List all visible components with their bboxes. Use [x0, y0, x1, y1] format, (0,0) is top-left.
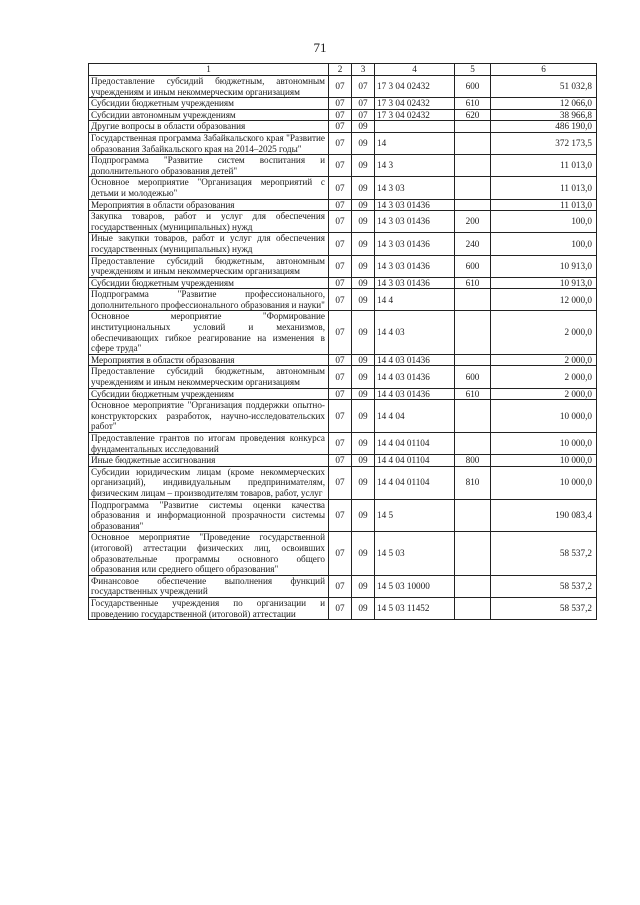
table-row	[89, 311, 597, 354]
header-cell-3: 3	[352, 64, 375, 76]
target-article-cell: 14 4	[375, 289, 455, 311]
amount-cell: 2 000,0	[491, 354, 597, 366]
section-code-cell: 07	[329, 177, 352, 199]
row-name-cell: Мероприятия в области образования	[89, 199, 329, 211]
table-row	[89, 289, 597, 311]
amount-cell: 100,0	[491, 211, 597, 233]
section-code-cell: 07	[329, 277, 352, 289]
subsection-code-cell: 09	[352, 177, 375, 199]
target-article-cell: 14 3 03 01436	[375, 277, 455, 289]
target-article-cell: 14 4 04 01104	[375, 455, 455, 467]
section-code-cell: 07	[329, 311, 352, 354]
section-code-cell: 07	[329, 433, 352, 455]
row-name-cell: Иные закупки товаров, работ и услуг для обеспечения государственных (муниципальных) нужд	[89, 233, 329, 255]
table-body	[89, 76, 597, 620]
expense-type-cell: 600	[455, 255, 491, 277]
expense-type-cell: 610	[455, 388, 491, 400]
subsection-code-cell: 09	[352, 155, 375, 177]
section-code-cell: 07	[329, 121, 352, 133]
row-name-cell: Государственная программа Забайкальского края "Развитие образования Забайкальского края на 2014–2025 годы"	[89, 132, 329, 154]
subsection-code-cell: 09	[352, 277, 375, 289]
subsection-code-cell: 09	[352, 233, 375, 255]
subsection-code-cell: 09	[352, 289, 375, 311]
target-article-cell: 17 3 04 02432	[375, 98, 455, 110]
table-row	[89, 575, 597, 597]
table-row	[89, 76, 597, 98]
amount-cell: 190 083,4	[491, 499, 597, 532]
target-article-cell: 14 3	[375, 155, 455, 177]
expense-type-cell	[455, 199, 491, 211]
section-code-cell: 07	[329, 211, 352, 233]
table-row	[89, 597, 597, 619]
target-article-cell: 14 4 03	[375, 311, 455, 354]
subsection-code-cell: 09	[352, 597, 375, 619]
expense-type-cell: 610	[455, 277, 491, 289]
row-name-cell: Субсидии бюджетным учреждениям	[89, 277, 329, 289]
subsection-code-cell: 09	[352, 466, 375, 499]
amount-cell: 486 190,0	[491, 121, 597, 133]
row-name-cell: Основное мероприятие "Организация поддержки опытно-конструкторских разработок, научно-исследовательских работ"	[89, 400, 329, 433]
row-name-cell: Основное мероприятие "Организация мероприятий с детьми и молодежью"	[89, 177, 329, 199]
section-code-cell: 07	[329, 289, 352, 311]
target-article-cell: 14 4 04	[375, 400, 455, 433]
expense-type-cell	[455, 289, 491, 311]
expense-type-cell: 600	[455, 366, 491, 388]
expense-type-cell	[455, 532, 491, 575]
subsection-code-cell: 09	[352, 366, 375, 388]
section-code-cell: 07	[329, 388, 352, 400]
subsection-code-cell: 07	[352, 98, 375, 110]
target-article-cell: 14 5 03 10000	[375, 575, 455, 597]
row-name-cell: Другие вопросы в области образования	[89, 121, 329, 133]
subsection-code-cell: 09	[352, 255, 375, 277]
expense-type-cell: 620	[455, 109, 491, 121]
section-code-cell: 07	[329, 233, 352, 255]
table-row	[89, 433, 597, 455]
expense-type-cell	[455, 400, 491, 433]
amount-cell: 12 066,0	[491, 98, 597, 110]
subsection-code-cell: 09	[352, 121, 375, 133]
target-article-cell: 14 5 03 11452	[375, 597, 455, 619]
row-name-cell: Подпрограмма "Развитие профессионального, дополнительного профессионального образования и науки"	[89, 289, 329, 311]
target-article-cell: 14 4 03 01436	[375, 354, 455, 366]
section-code-cell: 07	[329, 400, 352, 433]
table-row	[89, 466, 597, 499]
row-name-cell: Государственные учреждения по организации и проведению государственной (итоговой) аттестации	[89, 597, 329, 619]
expense-type-cell: 610	[455, 98, 491, 110]
row-name-cell: Основное мероприятие "Проведение государственной (итоговой) аттестации физических лиц, освоивших образовательные программы основного общего образования или среднего общего образования"	[89, 532, 329, 575]
section-code-cell: 07	[329, 155, 352, 177]
amount-cell: 2 000,0	[491, 311, 597, 354]
expense-type-cell	[455, 433, 491, 455]
table-row	[89, 354, 597, 366]
amount-cell: 10 000,0	[491, 433, 597, 455]
amount-cell: 11 013,0	[491, 177, 597, 199]
target-article-cell: 17 3 04 02432	[375, 76, 455, 98]
target-article-cell: 14 4 04 01104	[375, 433, 455, 455]
section-code-cell: 07	[329, 109, 352, 121]
subsection-code-cell: 09	[352, 532, 375, 575]
target-article-cell: 17 3 04 02432	[375, 109, 455, 121]
target-article-cell: 14 3 03 01436	[375, 199, 455, 211]
section-code-cell: 07	[329, 366, 352, 388]
table-row	[89, 233, 597, 255]
amount-cell: 38 966,8	[491, 109, 597, 121]
header-cell-5: 5	[455, 64, 491, 76]
table-row	[89, 155, 597, 177]
section-code-cell: 07	[329, 132, 352, 154]
expense-type-cell	[455, 132, 491, 154]
expense-type-cell: 800	[455, 455, 491, 467]
section-code-cell: 07	[329, 466, 352, 499]
table-row	[89, 455, 597, 467]
subsection-code-cell: 09	[352, 354, 375, 366]
expense-type-cell	[455, 499, 491, 532]
row-name-cell: Подпрограмма "Развитие систем воспитания и дополнительного образования детей"	[89, 155, 329, 177]
table-row	[89, 199, 597, 211]
table-row	[89, 366, 597, 388]
section-code-cell: 07	[329, 455, 352, 467]
header-cell-6: 6	[491, 64, 597, 76]
target-article-cell	[375, 121, 455, 133]
section-code-cell: 07	[329, 255, 352, 277]
subsection-code-cell: 09	[352, 499, 375, 532]
row-name-cell: Основное мероприятие "Формирование институциональных условий и механизмов, обеспечивающих гибкое реагирование на изменения в сфере труда"	[89, 311, 329, 354]
row-name-cell: Субсидии бюджетным учреждениям	[89, 388, 329, 400]
table-row	[89, 211, 597, 233]
table-row	[89, 121, 597, 133]
amount-cell: 11 013,0	[491, 199, 597, 211]
section-code-cell: 07	[329, 199, 352, 211]
amount-cell: 10 000,0	[491, 400, 597, 433]
row-name-cell: Закупка товаров, работ и услуг для обеспечения государственных (муниципальных) нужд	[89, 211, 329, 233]
target-article-cell: 14 4 04 01104	[375, 466, 455, 499]
section-code-cell: 07	[329, 76, 352, 98]
amount-cell: 2 000,0	[491, 388, 597, 400]
section-code-cell: 07	[329, 354, 352, 366]
expense-type-cell: 600	[455, 76, 491, 98]
row-name-cell: Субсидии бюджетным учреждениям	[89, 98, 329, 110]
table-row	[89, 98, 597, 110]
target-article-cell: 14	[375, 132, 455, 154]
section-code-cell: 07	[329, 499, 352, 532]
subsection-code-cell: 09	[352, 388, 375, 400]
subsection-code-cell: 07	[352, 109, 375, 121]
table-row	[89, 277, 597, 289]
page-number: 71	[313, 40, 327, 55]
amount-cell: 11 013,0	[491, 155, 597, 177]
expense-type-cell	[455, 155, 491, 177]
expense-type-cell: 240	[455, 233, 491, 255]
target-article-cell: 14 5	[375, 499, 455, 532]
amount-cell: 100,0	[491, 233, 597, 255]
expense-type-cell	[455, 575, 491, 597]
amount-cell: 58 537,2	[491, 597, 597, 619]
expense-type-cell: 810	[455, 466, 491, 499]
target-article-cell: 14 4 03 01436	[375, 366, 455, 388]
subsection-code-cell: 09	[352, 132, 375, 154]
expense-type-cell	[455, 354, 491, 366]
amount-cell: 10 913,0	[491, 255, 597, 277]
section-code-cell: 07	[329, 532, 352, 575]
subsection-code-cell: 09	[352, 311, 375, 354]
target-article-cell: 14 5 03	[375, 532, 455, 575]
table-row	[89, 255, 597, 277]
expense-type-cell: 200	[455, 211, 491, 233]
row-name-cell: Мероприятия в области образования	[89, 354, 329, 366]
subsection-code-cell: 09	[352, 433, 375, 455]
row-name-cell: Предоставление субсидий бюджетным, автономным учреждениям и иным некоммерческим организациям	[89, 255, 329, 277]
budget-table	[88, 63, 597, 620]
row-name-cell: Подпрограмма "Развитие системы оценки качества образования и информационной прозрачности системы образования"	[89, 499, 329, 532]
table-row	[89, 532, 597, 575]
target-article-cell: 14 3 03 01436	[375, 211, 455, 233]
section-code-cell: 07	[329, 575, 352, 597]
row-name-cell: Предоставление субсидий бюджетным, автономным учреждениям и иным некоммерческим организациям	[89, 76, 329, 98]
amount-cell: 12 000,0	[491, 289, 597, 311]
table-row	[89, 499, 597, 532]
table-row	[89, 132, 597, 154]
row-name-cell: Субсидии юридическим лицам (кроме некоммерческих организаций), индивидуальным предпринимателям, физическим лицам – производителям товаров, работ, услуг	[89, 466, 329, 499]
amount-cell: 58 537,2	[491, 532, 597, 575]
amount-cell: 51 032,8	[491, 76, 597, 98]
amount-cell: 2 000,0	[491, 366, 597, 388]
header-row	[89, 64, 597, 76]
header-cell-1: 1	[89, 64, 329, 76]
row-name-cell: Иные бюджетные ассигнования	[89, 455, 329, 467]
section-code-cell: 07	[329, 98, 352, 110]
amount-cell: 10 000,0	[491, 466, 597, 499]
header-cell-4: 4	[375, 64, 455, 76]
amount-cell: 10 000,0	[491, 455, 597, 467]
table-row	[89, 177, 597, 199]
row-name-cell: Предоставление грантов по итогам проведения конкурса фундаментальных исследований	[89, 433, 329, 455]
expense-type-cell	[455, 597, 491, 619]
target-article-cell: 14 3 03 01436	[375, 255, 455, 277]
subsection-code-cell: 09	[352, 211, 375, 233]
amount-cell: 372 173,5	[491, 132, 597, 154]
table-row	[89, 400, 597, 433]
expense-type-cell	[455, 177, 491, 199]
expense-type-cell	[455, 311, 491, 354]
amount-cell: 10 913,0	[491, 277, 597, 289]
target-article-cell: 14 3 03	[375, 177, 455, 199]
row-name-cell: Финансовое обеспечение выполнения функций государственных учреждений	[89, 575, 329, 597]
table-row	[89, 109, 597, 121]
row-name-cell: Предоставление субсидий бюджетным, автономным учреждениям и иным некоммерческим организациям	[89, 366, 329, 388]
amount-cell: 58 537,2	[491, 575, 597, 597]
row-name-cell: Субсидии автономным учреждениям	[89, 109, 329, 121]
subsection-code-cell: 09	[352, 400, 375, 433]
expense-type-cell	[455, 121, 491, 133]
target-article-cell: 14 4 03 01436	[375, 388, 455, 400]
section-code-cell: 07	[329, 597, 352, 619]
subsection-code-cell: 09	[352, 455, 375, 467]
subsection-code-cell: 09	[352, 575, 375, 597]
target-article-cell: 14 3 03 01436	[375, 233, 455, 255]
header-cell-2: 2	[329, 64, 352, 76]
subsection-code-cell: 09	[352, 199, 375, 211]
subsection-code-cell: 07	[352, 76, 375, 98]
table-row	[89, 388, 597, 400]
